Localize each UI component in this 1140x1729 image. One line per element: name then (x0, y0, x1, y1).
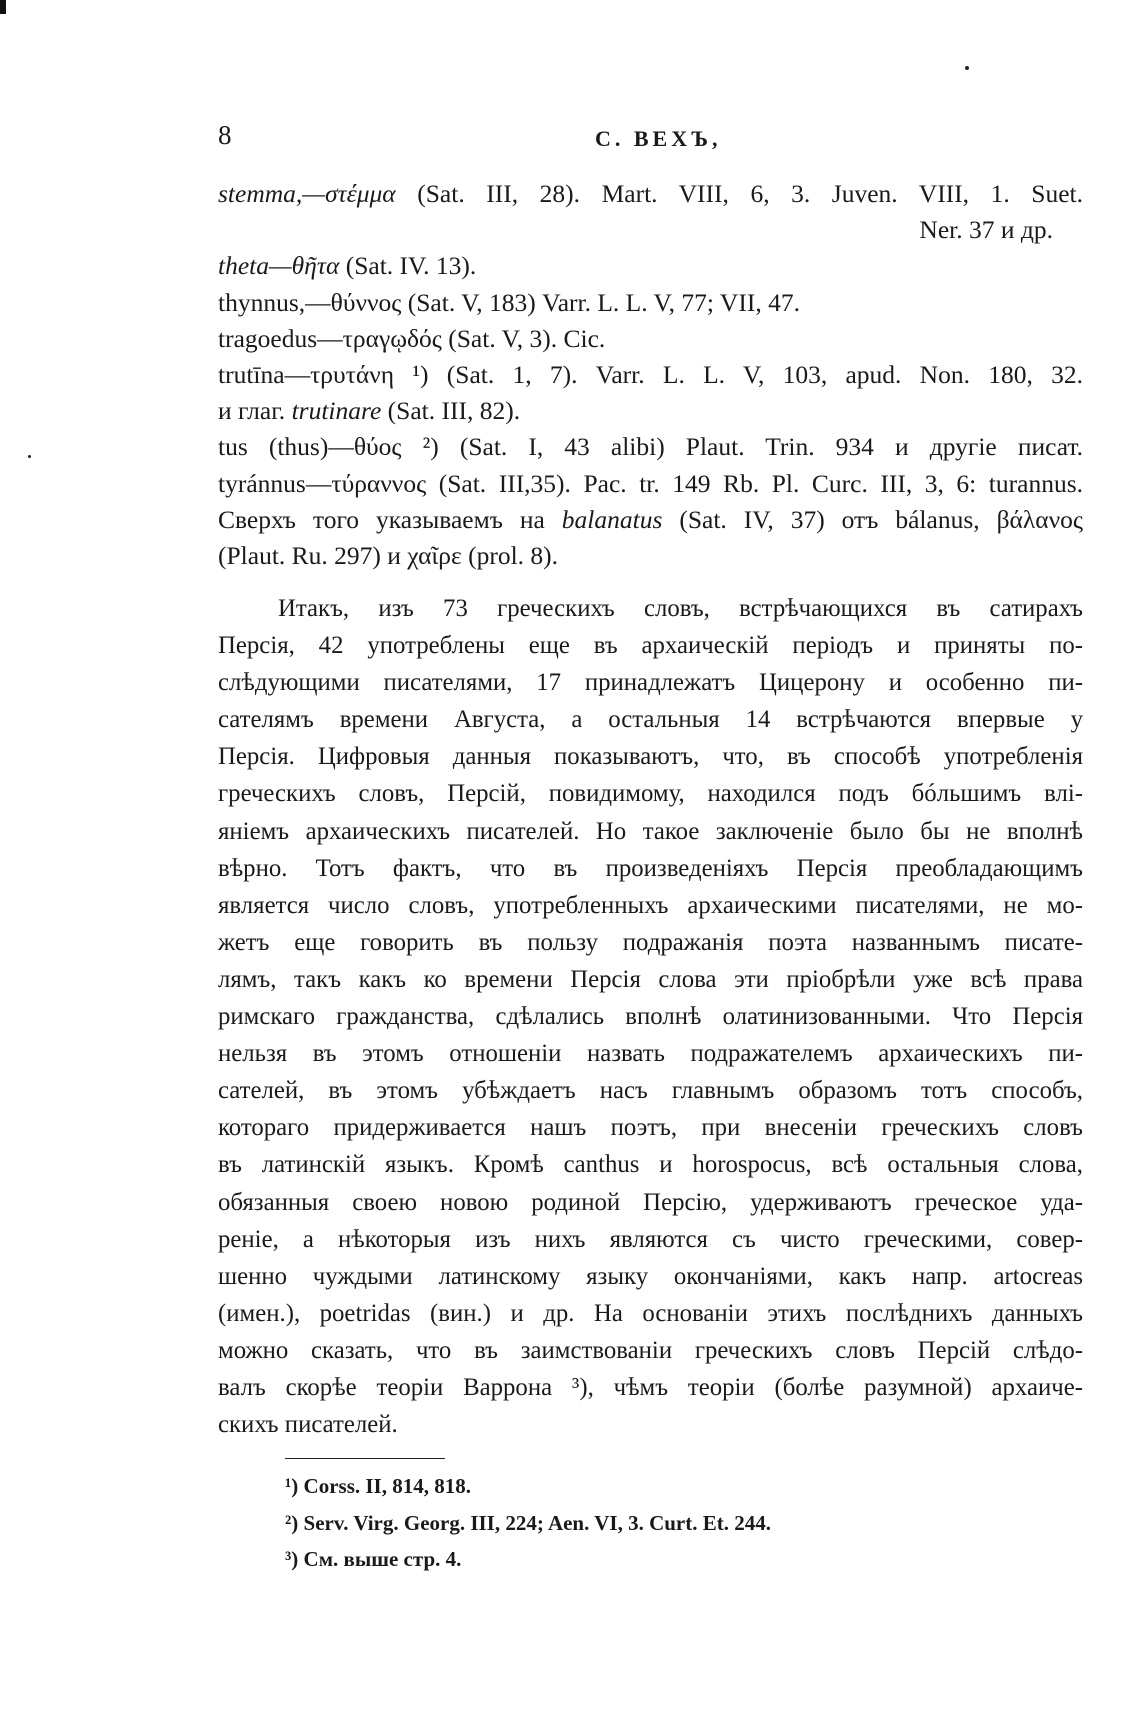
paragraph-line: яніемъ архаическихъ писателей. Но такое заключеніе было бы не вполнѣ (218, 817, 1083, 845)
word-entry (218, 357, 1083, 393)
entry-headword: stemma,—στέμμα (218, 179, 396, 208)
paragraph-line: Персія, 42 употреблены еще въ архаическій періодъ и приняты по- (218, 632, 1083, 660)
word-entry (218, 176, 1083, 212)
paragraph-line: жетъ еще говорить въ пользу подражанія поэта названнымъ писате- (218, 928, 1083, 956)
entry-lead: Сверхъ того указываемъ на (218, 504, 562, 534)
footnote-divider (285, 1458, 445, 1459)
word-entry (218, 285, 1083, 321)
paragraph-line: сателямъ времени Августа, а остальныя 14 встрѣчаются впервые у (218, 706, 1083, 734)
entry-text: Ner. 37 и др. (919, 215, 1053, 245)
entry-lead: и глаг. (218, 396, 292, 426)
word-entry (218, 212, 1083, 248)
paragraph-line: котораго придерживается нашъ поэтъ, при внесеніи греческихъ словъ (218, 1114, 1083, 1142)
entry-text: (Sat. IV, 37) отъ bálanus, βάλανος (662, 504, 1084, 534)
entry-text: tus (thus)—θύος ²) (Sat. I, 43 alibi) Plaut. Trin. 934 и другіе писат. (218, 432, 1083, 462)
paragraph-line: греческихъ словъ, Персій, повидимому, находился подъ бóльшимъ влі- (218, 780, 1083, 808)
paragraph-line: римскаго гражданства, сдѣлались вполнѣ олатинизованными. Что Персія (218, 1003, 1083, 1031)
entry-text: (Sat. III, 82). (381, 396, 521, 426)
footnote: ²) Serv. Virg. Georg. III, 224; Aen. VI, 3. Curt. Et. 244. (285, 1510, 771, 1535)
paragraph-line: валъ скорѣе теоріи Варрона ³), чѣмъ теоріи (болѣе разумной) архаиче- (218, 1373, 1083, 1401)
word-entry (218, 321, 1083, 357)
entry-text: trutīna—τρυτάνη ¹) (Sat. 1, 7). Varr. L. L. V, 103, apud. Non. 180, 32. (218, 360, 1083, 390)
scan-corner-mark (0, 0, 6, 14)
word-entry (218, 538, 1083, 574)
paragraph-line: сателей, въ этомъ убѣждаетъ насъ главнымъ образомъ тотъ способъ, (218, 1077, 1083, 1105)
paragraph-line: слѣдующими писателями, 17 принадлежатъ Цицерону и особенно пи- (218, 669, 1083, 697)
paragraph-line: является число словъ, употребленныхъ архаическими писателями, не мо- (218, 891, 1083, 919)
entry-text: thynnus,—θύννος (Sat. V, 183) Varr. L. L. V, 77; VII, 47. (218, 287, 800, 317)
paragraph-line: Итакъ, изъ 73 греческихъ словъ, встрѣчающихся въ сатирахъ (278, 595, 1083, 622)
footnotes (285, 1468, 771, 1578)
word-entry (218, 502, 1083, 538)
paragraph-line: скихъ писателей. (218, 1411, 398, 1439)
scan-speck (965, 66, 969, 70)
paragraph-line: вѣрно. Тотъ фактъ, что въ произведеніяхъ Персія преобладающимъ (218, 854, 1083, 882)
word-entry (218, 429, 1083, 465)
paragraph-line: въ латинскій языкъ. Кромѣ canthus и horospocus, всѣ остальныя слова, (218, 1151, 1083, 1179)
paragraph-line: обязанныя своею новою родиной Персію, удерживаютъ греческое уда- (218, 1188, 1083, 1216)
entry-headword: trutinare (291, 396, 382, 426)
paragraph-line: лямъ, такъ какъ ко времени Персія слова эти пріобрѣли уже всѣ права (218, 965, 1083, 993)
page-number: 8 (218, 120, 232, 150)
paragraph-line: нельзя въ этомъ отношеніи назвать подражателемъ архаическихъ пи- (218, 1040, 1083, 1068)
scan-speck (28, 455, 31, 458)
entry-text: (Sat. III, 28). Mart. VIII, 6, 3. Juven. VIII, 1. Suet. (395, 179, 1083, 208)
paragraph-line: реніе, а нѣкоторыя изъ нихъ являются съ чисто греческими, совер- (218, 1225, 1083, 1253)
entry-headword: balanatus (561, 504, 663, 534)
paragraph-line: шенно чуждыми латинскому языку окончаніями, какъ напр. artocreas (218, 1262, 1083, 1290)
word-entry (218, 393, 1083, 429)
footnote: ¹) Corss. II, 814, 818. (285, 1474, 471, 1498)
footnote: ³) См. выше стр. 4. (285, 1547, 462, 1571)
paragraph-line: Персія. Цифровыя данныя показываютъ, что, въ способѣ употребленія (218, 743, 1083, 771)
paragraph-line: (имен.), poetridas (вин.) и др. На основаніи этихъ послѣднихъ данныхъ (218, 1299, 1083, 1327)
entry-text: (Sat. IV. 13). (339, 251, 477, 281)
entry-text: tragoedus—τραγῳδός (Sat. V, 3). Cic. (218, 323, 606, 353)
word-list (218, 176, 1083, 574)
word-entry (218, 248, 1083, 284)
running-head: С. ВЕХЪ, (595, 126, 722, 151)
main-paragraph (218, 590, 1083, 1443)
entry-headword: theta—θῆτα (218, 251, 340, 281)
word-entry (218, 466, 1083, 502)
entry-text: (Plaut. Ru. 297) и χαῖρε (prol. 8). (218, 541, 559, 571)
entry-text: tyránnus—τύραννος (Sat. III,35). Pac. tr. 149 Rb. Pl. Curc. III, 3, 6: turannus. (218, 468, 1083, 498)
paragraph-line: можно сказать, что въ заимствованіи греческихъ словъ Персій слѣдо- (218, 1336, 1083, 1364)
